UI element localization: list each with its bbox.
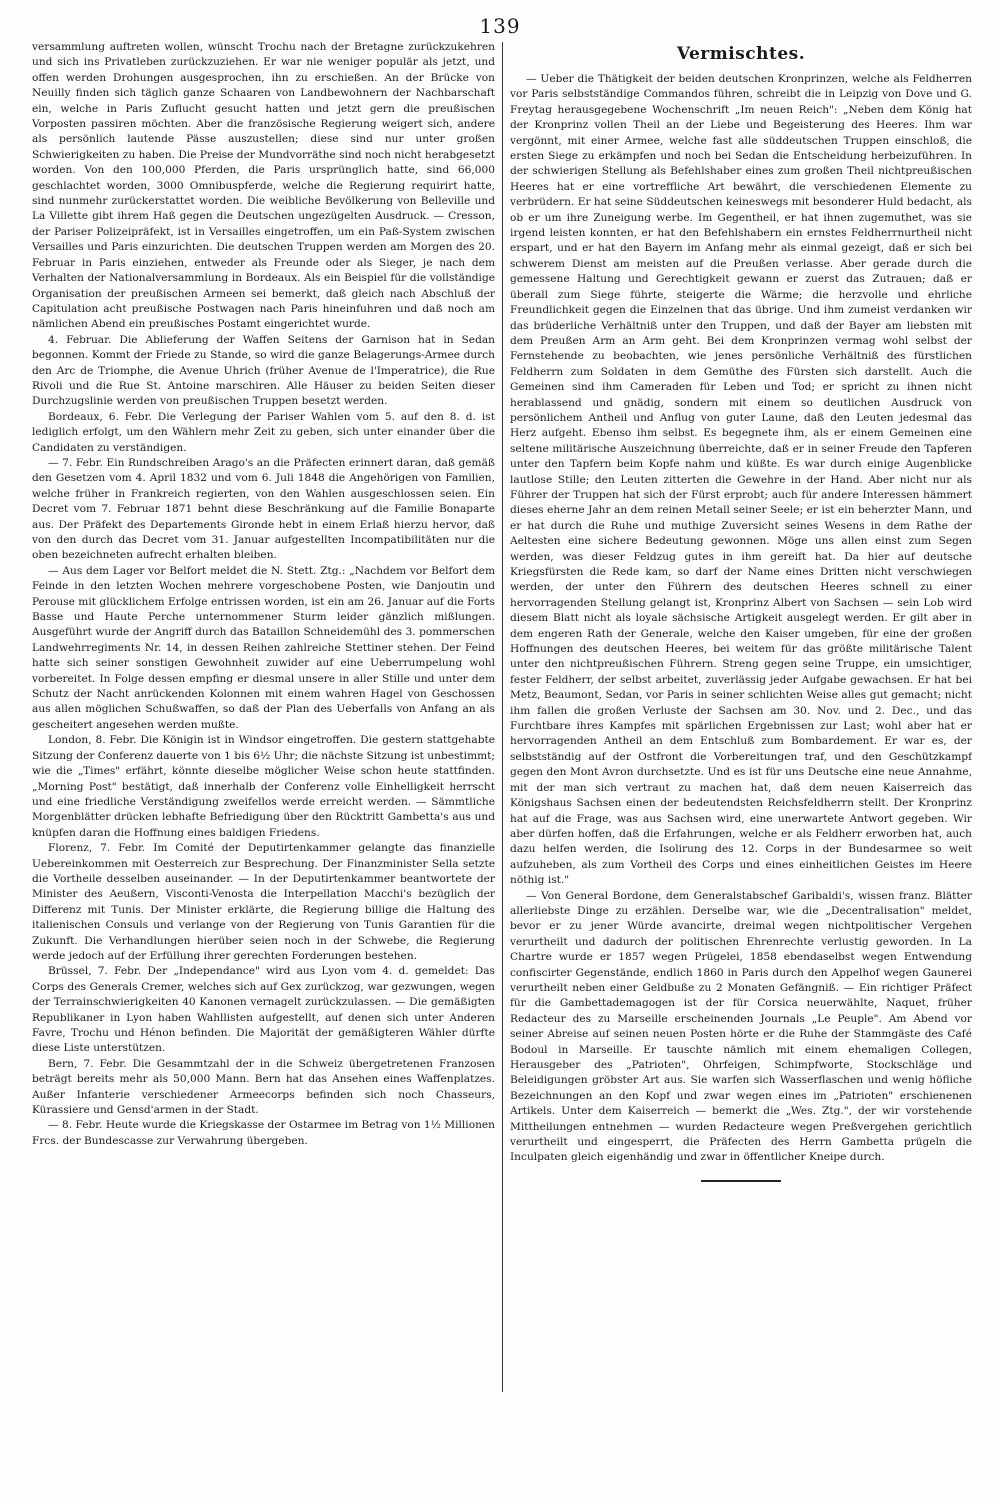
column-divider xyxy=(502,42,503,1392)
page-number: 139 xyxy=(479,14,521,38)
paragraph-florenz: Florenz, 7. Febr. Im Comité der Deputirtenkammer gelangte das finanzielle Uebereinkommen mit Oesterreich zur Besprechung. Der Finanzminister Sella setzte die Vortheile desselben auseinander. — In der Deputirtenkammer beantwortete der Minister des Aeußern, Visconti-Venosta die Interpellation Macchi's bezüglich der Differenz mit Tunis. Der Minister erklärte, die Regierung billige die Haltung des italienischen Consuls und verlange von der Regierung von Tunis Garantien für die Zukunft. Die Verhandlungen hierüber seien noch in der Schwebe, die Regierung werde jedoch auf der Erfüllung ihrer gerechten Forderungen bestehen. xyxy=(32,842,495,962)
end-rule xyxy=(701,1180,781,1182)
paragraph-bordone: — Von General Bordone, dem Generalstabschef Garibaldi's, wissen franz. Blätter allerliebste Dinge zu erzählen. Derselbe war, wie die „Decentralisation" meldet, bevor er zu jener Würde avancirte, dreimal wegen nichtpolitischer Vergehen verurtheilt und dadurch der politischen Ehrenrechte verlustig geworden. In La Chartre wurde er 1857 wegen Prügelei, 1858 ebendaselbst wegen Entwendung confiscirter Gegenstände, endlich 1860 in Paris durch den Appelhof wegen Gaunerei verurtheilt neben einer Geldbuße zu 2 Monaten Gefängniß. — Ein richtiger Präfect für die Gambettademagogen ist der für Corsica neuerwählte, Naquet, früher Redacteur des zu Marseille erscheinenden Journals „Le Peuple". Am Abend vor seiner Abreise auf seinen neuen Posten hörte er die Ruhe der Stammgäste des Café Bodoul in Marseille. Er tauschte nämlich mit einem ehemaligen Collegen, Herausgeber des „Patrioten", Ohrfeigen, Schimpfworte, Stockschläge und Beleidigungen gröbster Art aus. Sie warfen sich Wasserflaschen und wenig höfliche Bezeichnungen an den Kopf und zwar wegen eines im „Patrioten" erschienenen Artikels. Unter dem Kaiserreich — bemerkt die „Wes. Ztg.", der wir vorstehende Mittheilungen entnehmen — wurden Redacteure wegen Preßvergehen gerichtlich verurtheilt und eingesperrt, die Präfecten des Herrn Gambetta prügeln die Inculpaten gleich eigenhändig und zwar in öffentlicher Kneipe durch. xyxy=(510,889,972,1164)
paragraph-belfort: — Aus dem Lager vor Belfort meldet die N. Stett. Ztg.: „Nachdem vor Belfort dem Feinde in den letzten Wochen mehrere vorgeschobene Posten, wie Danjoutin und Perouse mit glücklichem Erfolge entrissen worden, ist ein am 26. Januar auf die Forts Basse und Haute Perche unternommener Sturm leider gänzlich mißlungen. Ausgeführt wurde der Angriff durch das Bataillon Schneidemühl des 3. pommerschen Landwehrregiments Nr. 14, in dessen Reihen zahlreiche Stettiner stehen. Der Feind hatte sich seiner sonstigen Gewohnheit zuwider auf eine Ueberrumpelung wohl vorbereitet. In Folge dessen empfing er diesmal unsere in aller Stille und unter dem Schutz der Nacht anrückenden Kolonnen mit einem wahren Hagel von Geschossen aus allen möglichen Schußwaffen, so daß der Plan des Ueberfalls von Anfang an als gescheitert angesehen werden mußte. xyxy=(32,564,495,731)
paragraph-bern: Bern, 7. Febr. Die Gesammtzahl der in die Schweiz übergetretenen Franzosen beträgt bereits mehr als 50,000 Mann. Bern hat das Ansehen eines Waffenplatzes. Außer Infanterie verschiedener Armeecorps befinden sich noch Chasseurs, Kürassiere und Gensd'armen in der Stadt. xyxy=(32,1057,495,1117)
section-title-vermischtes: Vermischtes. xyxy=(676,44,806,64)
right-column xyxy=(510,40,972,1392)
paragraph-london: London, 8. Febr. Die Königin ist in Windsor eingetroffen. Die gestern stattgehabte Sitzung der Conferenz dauerte von 1 bis 6½ Uhr; die nächste Sitzung ist unbestimmt; wie die „Times" erfährt, könnte dieselbe möglicher Weise schon heute stattfinden. „Morning Post" bestätigt, daß innerhalb der Conferenz volle Einhelligkeit herrscht und eine friedliche Verständigung zweifellos werde erreicht werden. — Sämmtliche Morgenblätter drücken lebhafte Befriedigung über den Rücktritt Gambetta's aus und knüpfen daran die Hoffnung eines baldigen Friedens. xyxy=(32,734,495,839)
paragraph-sedan-weapons: 4. Februar. Die Ablieferung der Waffen Seitens der Garnison hat in Sedan begonnen. Kommt der Friede zu Stande, so wird die ganze Belagerungs-Armee durch den Arc de Triomphe, die Avenue Uhrich (früher Avenue de l'Imperatrice), die Rue Rivoli und die Rue St. Antoine marschiren. Alle Häuser zu beiden Seiten dieser Durchzugslinie werden von preußischen Truppen besetzt werden. xyxy=(32,333,495,408)
paragraph-bruessel: Brüssel, 7. Febr. Der „Independance" wird aus Lyon vom 4. d. gemeldet: Das Corps des Generals Cremer, welches sich auf Gex zurückzog, war gezwungen, wegen der Terrainschwierigkeiten 40 Kanonen vernagelt zurückzulassen. — Die gemäßigten Republikaner in Lyon haben Wahllisten aufgestellt, auf denen sich unter Anderen Favre, Trochu und Hénon befinden. Die Majorität der gemäßigteren Wähler dürfte diese Liste unterstützen. xyxy=(32,965,495,1055)
left-column xyxy=(32,40,495,1392)
paragraph-paris-report: versammlung auftreten wollen, wünscht Trochu nach der Bretagne zurückzukehren und sich ins Privatleben zurückzuziehen. Er war nie weniger populär als jetzt, und offen werden Drohungen ausgesprochen, ihn zu erschießen. An der Brücke von Neuilly finden sich täglich ganze Schaaren von Landbewohnern der Nachbarschaft ein, welche in Paris Zuflucht gesucht hatten und jetzt gern die preußischen Vorposten passiren möchten. Aber die französische Regierung weigert sich, andere als persönlich lautende Pässe auszustellen; diese sind nur unter großen Schwierigkeiten zu haben. Die Preise der Mundvorräthe sind noch nicht herabgesetzt worden. Von den 100,000 Pferden, die Paris ursprünglich hatte, sind 66,000 geschlachtet worden, 3000 Omnibuspferde, welche die Regierung requirirt hatte, sind nunmehr zurückerstattet worden. Die weibliche Bevölkerung von Belleville und La Villette gibt ihrem Haß gegen die Deutschen ungezügelten Ausdruck. — Cresson, der Pariser Polizeipräfekt, ist in Versailles eingetroffen, um ein Paß-System zwischen Versailles und Paris einzurichten. Die deutschen Truppen werden am Morgen des 20. Februar in Paris einziehen, entweder als Freunde oder als Sieger, je nach dem Verhalten der Nationalversammlung in Bordeaux. Als ein Beispiel für die vollständige Organisation der preußischen Armeen sei bemerkt, daß gleich nach Abschluß der Capitulation acht preußische Postwagen nach Paris hineinfuhren und daß noch am nämlichen Abend ein preußisches Postamt eingerichtet wurde. xyxy=(32,41,495,331)
paragraph-arago-circular: — 7. Febr. Ein Rundschreiben Arago's an die Präfecten erinnert daran, daß gemäß den Gesetzen vom 4. April 1832 und vom 6. Juli 1848 die Angehörigen von Familien, welche früher in Frankreich regierten, von den Wahlen ausgeschlossen seien. Ein Decret vom 7. Februar 1871 behnt diese Beschränkung auf die Familie Bonaparte aus. Der Präfekt des Departements Gironde hebt in einem Erlaß hierzu hervor, daß von den durch das Decret vom 31. Januar aufgestellten Incompatibilitäten nur die oben bezeichneten aufrecht erhalten bleiben. xyxy=(32,456,495,562)
paragraph-kronprinzen: — Ueber die Thätigkeit der beiden deutschen Kronprinzen, welche als Feldherren vor Paris selbstständige Commandos führen, schreibt die in Leipzig von Dove und G. Freytag herausgegebene Wochenschrift „Im neuen Reich": „Neben dem König hat der Kronprinz vollen Theil an der Liebe und Begeisterung des Heeres. Ihm war vergönnt, mit einer Armee, welche fast alle süddeutschen Truppen einschloß, die ersten Siege zu erkämpfen und noch bei Sedan die Entscheidung herbeizuführen. In der schwierigen Stellung als Befehlshaber eines zum großen Theil nichtpreußischen Heeres hat er eine vortreffliche Art bewährt, die verschiedenen Elemente zu verbrüdern. Er hat seine Süddeutschen keineswegs mit besonderer Huld bedacht, als ob er um ihre Zuneigung werbe. Im Gegentheil, er hat ihnen zugemuthet, was sie irgend leisten konnten, er hat den Befehlshabern ein ernstes Feldherrnurtheil nicht erspart, und er hat den Bayern im Anfang mehr als einmal gezeigt, daß er sich bei schwerem Dienst am meisten auf die Preußen verlasse. Aber gerade durch die gemessene Haltung und Gerechtigkeit gewann er zuerst das Zutrauen; daß er überall zum Siege führte, steigerte die Wärme; die herzvolle und ehrliche Freundlichkeit gegen die Einzelnen that das übrige. Und ihm zumeist verdanken wir das brüderliche Verhältniß unter den Truppen, und daß der Bayer am liebsten mit dem Preußen Arm an Arm geht. Bei dem Kronprinzen vermag wohl selbst der Fernstehende zu beobachten, wie jenes persönliche Verhältniß des fürstlichen Feldherrn zum Soldaten in dem Gemüthe des Fürsten sich darstellt. Auch die Gemeinen sind ihm Cameraden für Leben und Tod; er spricht zu ihnen nicht herablassend und gnädig, sondern mit einem so deutlichen Ausdruck von persönlichem Antheil und Anflug von guter Laune, daß den Leuten jedesmal das Herz aufgeht. Ebenso ihm selbst. Es begegnete ihm, als er einem Gemeinen eine seltene militärische Auszeichnung überreichte, daß er in seiner Freude den Tapferen unter den Tapfern beim Kopfe nahm und küßte. Es war durch einige Augenblicke lautlose Stille; den Leuten zitterten die Gewehre in der Hand. Aber nicht nur als Führer der Truppen hat sich der Fürst erprobt; auch für andere Interessen hämmert dieses eherne Jahr an dem reinen Metall seiner Seele; er ist ein beherzter Mann, und er hat durch die Ruhe und muthige Zuversicht seines Wesens in dem Rathe der Aeltesten eine sichere Bedeutung gewonnen. Möge uns allen einst zum Segen werden, was dieser Feldzug gutes in ihm gereift hat. Da hier auf deutsche Kriegsfürsten die Rede kam, so darf der Name eines Dritten nicht verschwiegen werden, der unter den Führern des deutschen Heeres schnell zu einer hervorragenden Stellung gelangt ist, Kronprinz Albert von Sachsen — sein Lob wird diesem Blatt nicht als loyale sächsische Artigkeit ausgelegt werden. Er gilt aber in dem engeren Rath der Generale, welche den Kaiser umgeben, für eine der großen Hoffnungen des deutschen Heeres, bei weitem für das größte militärische Talent unter den nichtpreußischen Führern. Streng gegen seine Truppe, ein umsichtiger, fester Feldherr, der selbst arbeitet, zuverlässig jeder Aufgabe gewachsen. Er hat bei Metz, Beaumont, Sedan, vor Paris in seiner schlichten Weise alles gut gemacht; nicht ihm fallen die großen Verluste der Sachsen am 30. Nov. und 2. Dec., und das Furchtbare ihres Kampfes mit spärlichen Ergebnissen zur Last; wohl aber hat er hervorragenden Antheil an dem Entschluß zum Bombardement. Er war es, der selbstständig auf der Ostfront die Vorbereitungen traf, und den Geschützkampf gegen den Mont Avron durchsetzte. Und es ist für uns Deutsche eine neue Annahme, mit der man sich vertraut zu machen hat, daß dem neuen Kaiserreich das Königshaus Sachsen einen der bedeutendsten Reichsfeldherrn stellt. Der Kronprinz hat auf die Frage, was aus Sachsen wird, eine unerwartete Antwort gegeben. Wir aber dürfen hoffen, daß die Erfahrungen, welche er als Feldherr erworben hat, auch dazu helfen werden, die Isolirung des 12. Corps in der Bundesarmee so weit aufzuheben, als zum Vortheil des Corps und eines einheitlichen Geistes im Heere nöthig ist." xyxy=(510,73,972,887)
paragraph-bern-kriegskasse: — 8. Febr. Heute wurde die Kriegskasse der Ostarmee im Betrag von 1½ Millionen Frcs. der Bundescasse zur Verwahrung übergeben. xyxy=(32,1119,495,1147)
paragraph-bordeaux: Bordeaux, 6. Febr. Die Verlegung der Pariser Wahlen vom 5. auf den 8. d. ist lediglich erfolgt, um den Wählern mehr Zeit zu geben, sich unter einander über die Candidaten zu verständigen. xyxy=(32,410,495,454)
